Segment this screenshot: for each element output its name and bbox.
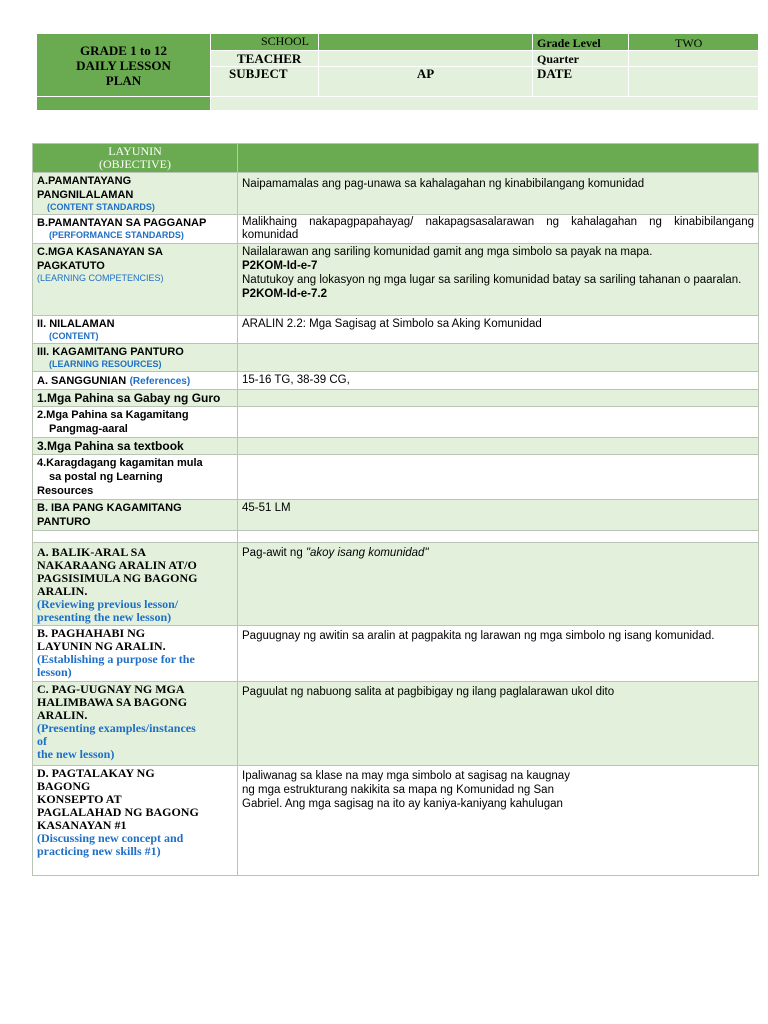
- purpose-value: Paguugnay ng awitin sa aralin at pagpakita ng larawan ng mga simbolo ng isang komunidad.: [238, 626, 759, 682]
- learning-competencies-title-2: PAGKATUTO: [37, 260, 105, 272]
- date-value[interactable]: [629, 67, 759, 97]
- table-row: [33, 344, 759, 372]
- examples-value: Paguulat ng nabuong salita at pagbibigay ng ilang paglalarawan ukol dito: [238, 682, 759, 766]
- examples-title-2: HALIMBAWA SA BAGONG: [37, 695, 188, 709]
- content-standards-sub: (CONTENT STANDARDS): [47, 202, 155, 212]
- table-row: [33, 438, 759, 455]
- learner-materials-value: [238, 407, 759, 438]
- quarter-label: Quarter: [533, 51, 629, 67]
- learner-materials-title-2: Pangmag-aaral: [49, 423, 128, 435]
- purpose-sub-2: lesson): [37, 665, 72, 679]
- discussion-title-2: BAGONG: [37, 779, 91, 793]
- learning-competencies-title-1: C.MGA KASANAYAN SA: [37, 246, 163, 258]
- discussion-line-1: Ipaliwanag sa klase na may mga simbolo at sagisag na kaugnay: [242, 770, 570, 782]
- dlp-title-line-2: DAILY LESSON: [76, 57, 171, 73]
- learner-materials-label: [33, 407, 238, 438]
- examples-title-1: C. PAG-UUGNAY NG MGA: [37, 682, 185, 696]
- content-standards-label: [33, 173, 238, 215]
- performance-standards-sub: (PERFORMANCE STANDARDS): [49, 230, 184, 240]
- review-title-2: NAKARAANG ARALIN AT/O: [37, 558, 197, 572]
- discussion-title-5: KASANAYAN #1: [37, 818, 127, 832]
- teacher-label: TEACHER: [211, 51, 319, 67]
- header-table: [36, 33, 759, 111]
- content-sub: (CONTENT): [49, 331, 99, 341]
- discussion-sub-1: (Discussing new concept and: [37, 831, 184, 845]
- review-sub-1: (Reviewing previous lesson/: [37, 597, 179, 611]
- school-value[interactable]: [319, 34, 533, 51]
- content-standards-value: Naipamamalas ang pag-unawa sa kahalagahan ng kinabibilangang komunidad: [238, 173, 759, 215]
- competency-1: Nailalarawan ang sariling komunidad gamit ang mga simbolo sa payak na mapa.: [242, 246, 653, 258]
- content-standards-title-2: PANGNILALAMAN: [37, 189, 134, 201]
- grade-level-value: TWO: [629, 34, 759, 51]
- additional-materials-title-2: sa postal ng Learning: [49, 471, 163, 483]
- discussion-title-1: D. PAGTALAKAY NG: [37, 766, 155, 780]
- spacer-left: [33, 531, 238, 543]
- objective-header: [33, 144, 238, 173]
- review-value-song: "akoy isang komunidad": [305, 547, 429, 559]
- dlp-title-line-1: GRADE 1 to 12: [79, 42, 168, 58]
- textbook-value: [238, 438, 759, 455]
- table-row: [33, 531, 759, 543]
- purpose-title-2: LAYUNIN NG ARALIN.: [37, 639, 166, 653]
- table-row: [33, 372, 759, 390]
- textbook-label: 3.Mga Pahina sa textbook: [33, 438, 238, 455]
- content-standards-title-1: A.PAMANTAYANG: [37, 175, 132, 187]
- references-title: A. SANGGUNIAN: [37, 375, 127, 387]
- table-row: [33, 626, 759, 682]
- performance-standards-title: B.PAMANTAYAN SA PAGGANAP: [37, 217, 207, 229]
- examples-sub-1: (Presenting examples/instances: [37, 721, 196, 735]
- discussion-label: [33, 766, 238, 876]
- quarter-value[interactable]: [629, 51, 759, 67]
- discussion-sub-2: practicing new skills #1): [37, 844, 161, 858]
- other-resources-title-2: PANTURO: [37, 516, 91, 528]
- learner-materials-title-1: 2.Mga Pahina sa Kagamitang: [37, 409, 189, 421]
- teacher-guide-value: [238, 390, 759, 407]
- purpose-title-1: B. PAGHAHABI NG: [37, 626, 146, 640]
- references-sub: (References): [129, 376, 191, 387]
- learning-resources-title: III. KAGAMITANG PANTURO: [37, 346, 184, 358]
- examples-label: [33, 682, 238, 766]
- examples-title-3: ARALIN.: [37, 708, 88, 722]
- examples-sub-3: the new lesson): [37, 747, 115, 761]
- discussion-value: [238, 766, 759, 876]
- content-title: II. NILALAMAN: [37, 318, 115, 330]
- additional-materials-value: [238, 455, 759, 500]
- learning-competencies-sub: (LEARNING COMPETENCIES): [37, 273, 164, 283]
- subject-label: SUBJECT: [211, 67, 319, 97]
- spacer-right: [238, 531, 759, 543]
- dlp-title-line-3: PLAN: [105, 72, 142, 88]
- date-label: DATE: [533, 67, 629, 97]
- table-row: [33, 543, 759, 626]
- teacher-value[interactable]: [319, 51, 533, 67]
- review-value-prefix: Pag-awit ng: [242, 547, 306, 559]
- additional-materials-title-1: 4.Karagdagang kagamitan mula: [37, 457, 203, 469]
- other-resources-value: 45-51 LM: [238, 500, 759, 531]
- grade-level-label: Grade Level: [533, 34, 629, 51]
- table-row: [33, 316, 759, 344]
- table-row: [33, 682, 759, 766]
- other-resources-title-1: B. IBA PANG KAGAMITANG: [37, 502, 182, 514]
- table-row: [33, 455, 759, 500]
- competency-2: Natutukoy ang lokasyon ng mga lugar sa sariling komunidad batay sa sariling tahanan o paaralan.: [242, 274, 742, 286]
- objective-header-right: [238, 144, 759, 173]
- learning-resources-value: [238, 344, 759, 372]
- table-row: [33, 766, 759, 876]
- review-label: [33, 543, 238, 626]
- table-row: [33, 173, 759, 215]
- table-row: [33, 215, 759, 244]
- performance-standards-value: Malikhaing nakapagpapahayag/ nakapagsasalarawan ng kahalagahan ng kinabibilangang komunidad: [238, 215, 759, 244]
- subject-value: AP: [319, 67, 533, 97]
- teacher-guide-label: 1.Mga Pahina sa Gabay ng Guro: [33, 390, 238, 407]
- additional-materials-title-3: Resources: [37, 485, 94, 497]
- header-footer-right: [211, 97, 759, 111]
- competency-1-code: P2KOM-Id-e-7: [242, 260, 318, 272]
- header-footer-left: [37, 97, 211, 111]
- additional-materials-label: [33, 455, 238, 500]
- content-value: ARALIN 2.2: Mga Sagisag at Simbolo sa Aking Komunidad: [238, 316, 759, 344]
- discussion-line-2: ng mga estrukturang nakikita sa mapa ng Komunidad ng San: [242, 784, 554, 796]
- discussion-title-4: PAGLALAHAD NG BAGONG: [37, 805, 199, 819]
- lesson-plan-table: [32, 143, 759, 876]
- table-row: [33, 244, 759, 316]
- review-value: [238, 543, 759, 626]
- discussion-line-3: Gabriel. Ang mga sagisag na ito ay kaniya-kaniyang kahulugan: [242, 798, 563, 810]
- references-value: 15-16 TG, 38-39 CG,: [238, 372, 759, 390]
- review-title-4: ARALIN.: [37, 584, 88, 598]
- competency-2-code: P2KOM-Id-e-7.2: [242, 288, 327, 300]
- learning-resources-sub: (LEARNING RESOURCES): [49, 359, 162, 369]
- objective-header-line-2: (OBJECTIVE): [99, 157, 171, 171]
- review-sub-2: presenting the new lesson): [37, 610, 172, 624]
- performance-standards-label: [33, 215, 238, 244]
- purpose-sub-1: (Establishing a purpose for the: [37, 652, 195, 666]
- learning-resources-label: [33, 344, 238, 372]
- school-label: SCHOOL: [211, 34, 319, 51]
- purpose-label: [33, 626, 238, 682]
- examples-sub-2: of: [37, 734, 47, 748]
- learning-competencies-label: [33, 244, 238, 316]
- table-row: [33, 407, 759, 438]
- table-row: [33, 500, 759, 531]
- references-label: [33, 372, 238, 390]
- review-title-1: A. BALIK-ARAL SA: [37, 545, 147, 559]
- other-resources-label: [33, 500, 238, 531]
- objective-header-line-1: LAYUNIN: [108, 144, 162, 158]
- discussion-title-3: KONSEPTO AT: [37, 792, 122, 806]
- dlp-title: [37, 34, 211, 97]
- learning-competencies-value: [238, 244, 759, 316]
- content-label: [33, 316, 238, 344]
- table-row: [33, 390, 759, 407]
- review-title-3: PAGSISIMULA NG BAGONG: [37, 571, 198, 585]
